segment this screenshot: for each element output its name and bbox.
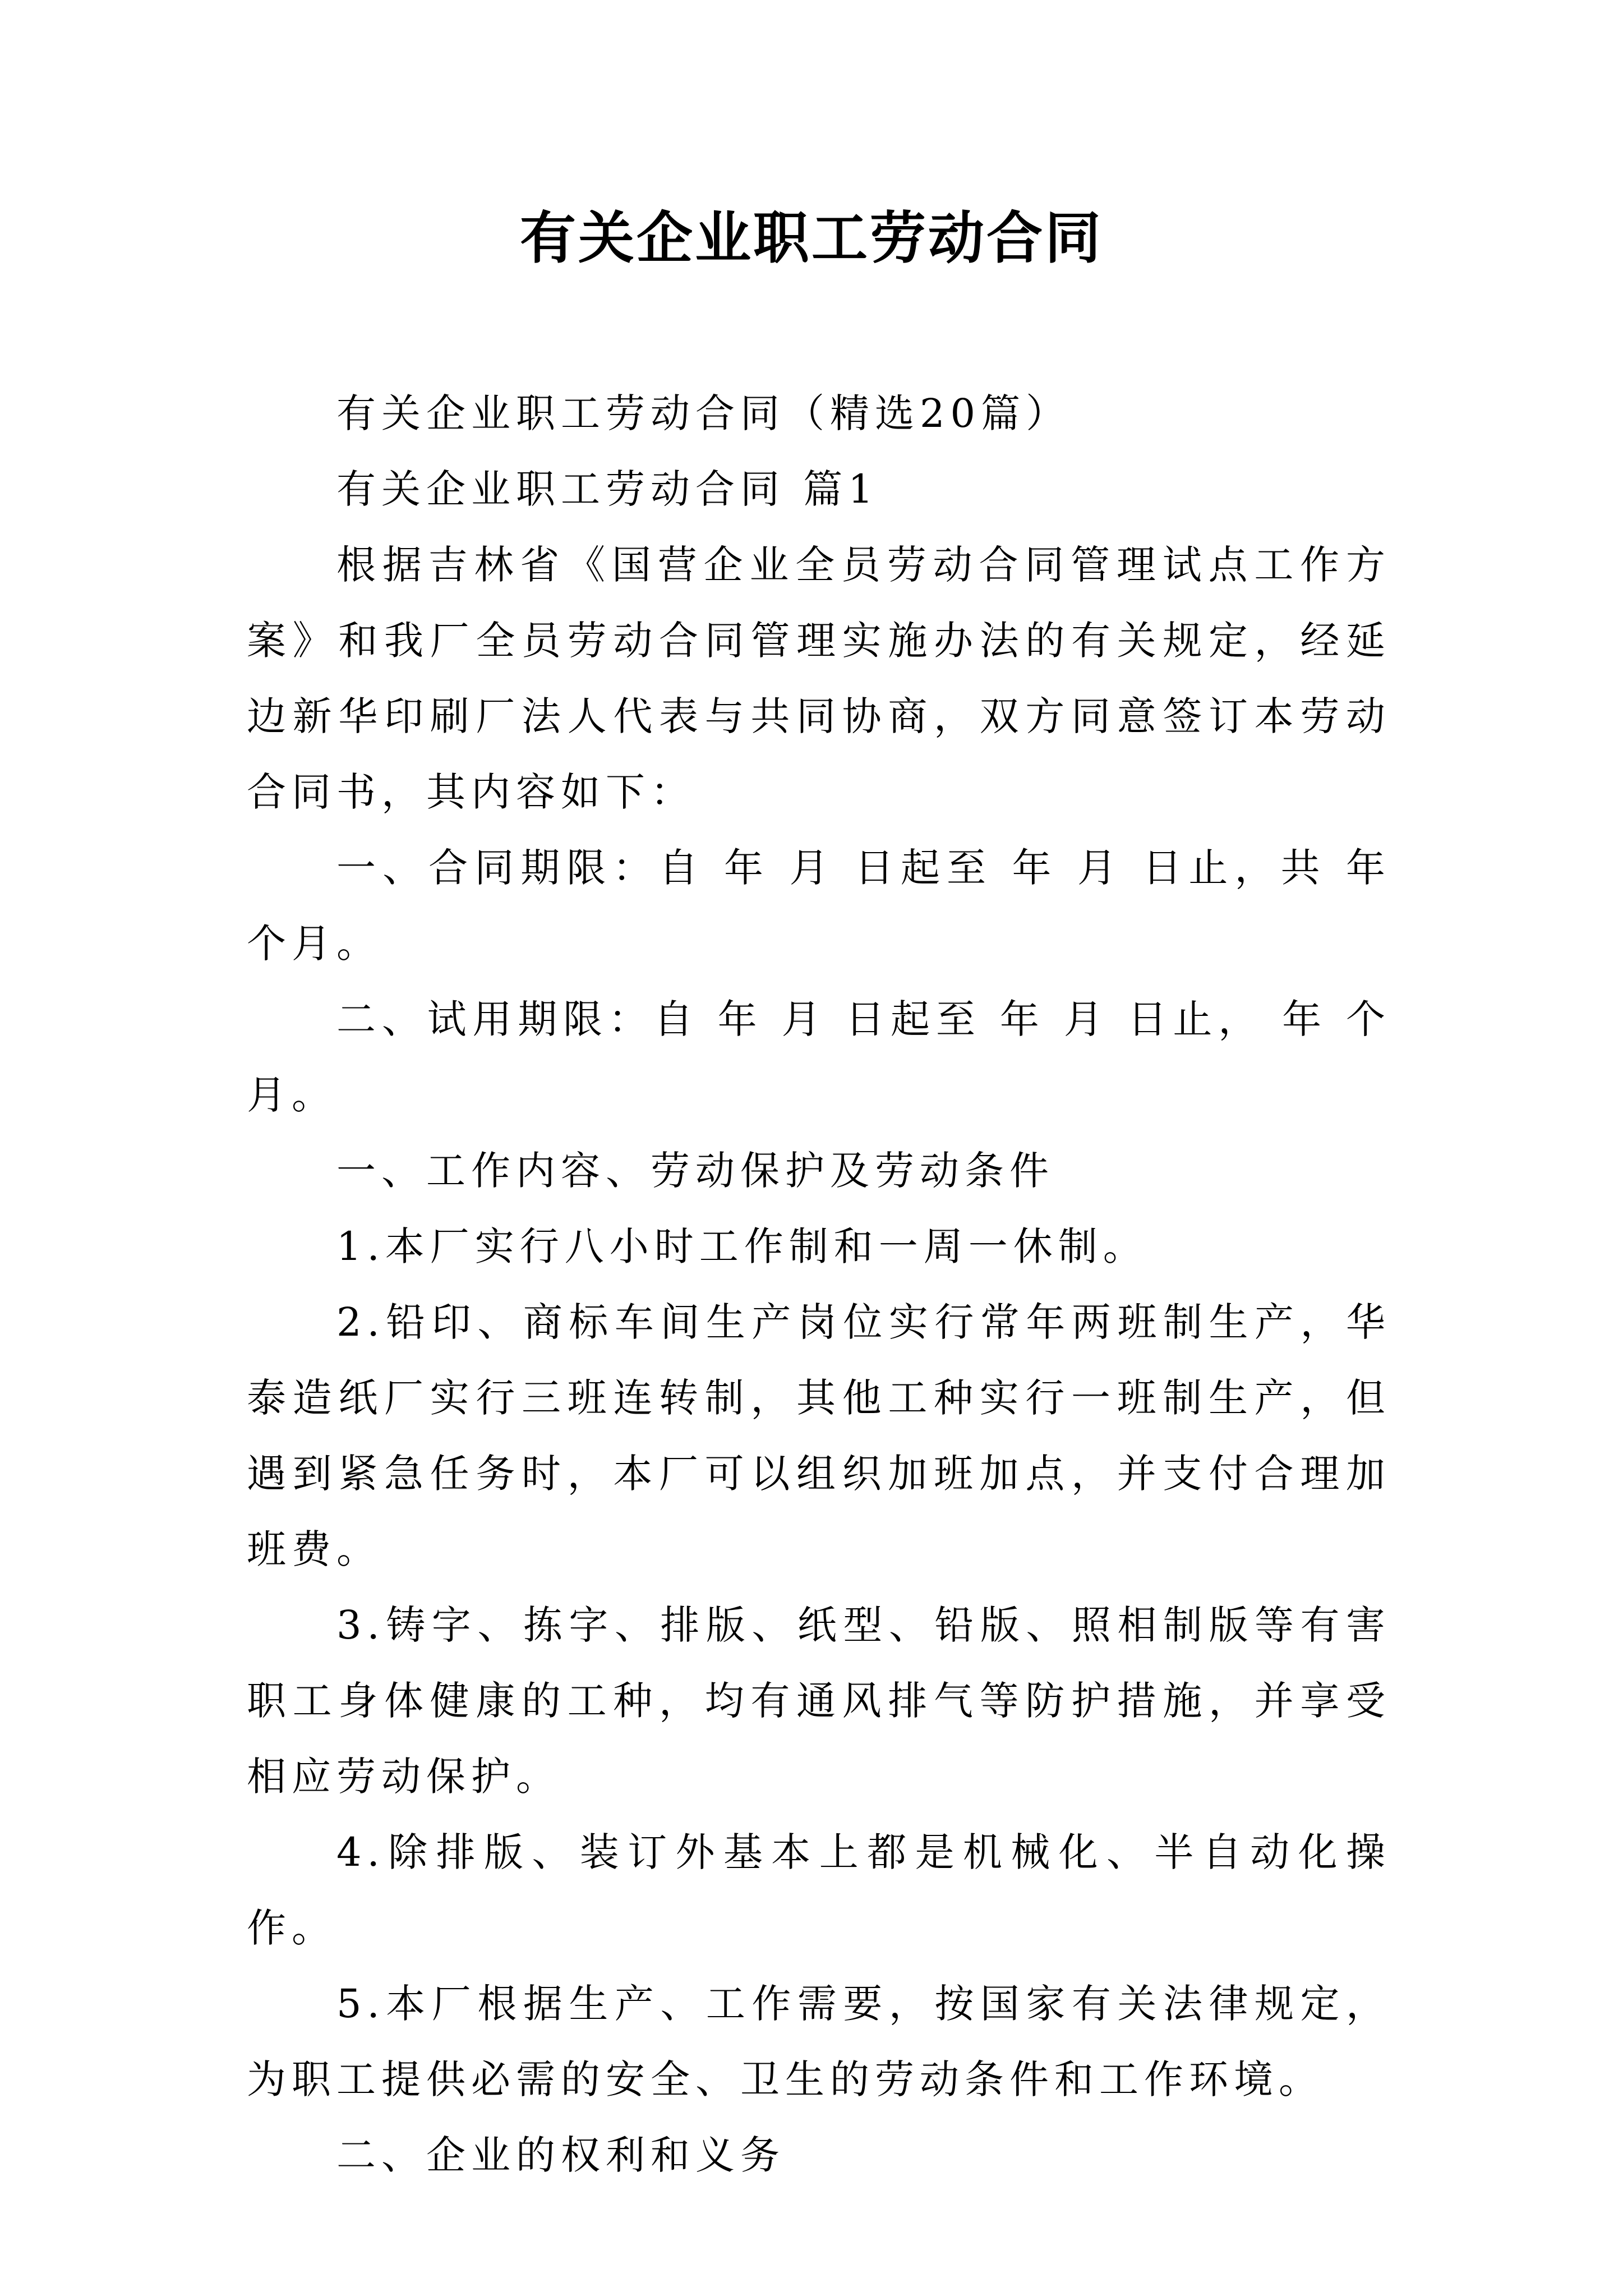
list-item: 2.铅印、商标车间生产岗位实行常年两班制生产，华泰造纸厂实行三班连转制，其他工种实行一班制生产，但遇到紧急任务时，本厂可以组织加班加点，并支付合理加班费。	[247, 1299, 1391, 1572]
subtitle-paragraph: 有关企业职工劳动合同（精选20篇）	[336, 390, 1071, 436]
section-heading: 有关企业职工劳动合同 篇1	[336, 466, 879, 512]
document-title: 有关企业职工劳动合同	[520, 205, 1103, 271]
document-body	[247, 376, 1391, 2193]
list-item: 4.除排版、装订外基本上都是机械化、半自动化操作。	[247, 1829, 1391, 1951]
body-paragraph: 二、试用期限：自 年 月 日起至 年 月 日止， 年 个月。	[247, 996, 1391, 1118]
list-item: 5.本厂根据生产、工作需要，按国家有关法律规定，为职工提供必需的安全、卫生的劳动条件和工作环境。	[247, 1981, 1391, 2102]
body-paragraph: 根据吉林省《国营企业全员劳动合同管理试点工作方案》和我厂全员劳动合同管理实施办法的有关规定，经延边新华印刷厂法人代表与共同协商，双方同意签订本劳动合同书，其内容如下：	[247, 542, 1391, 815]
body-paragraph: 一、合同期限：自 年 月 日起至 年 月 日止，共 年 个月。	[247, 845, 1391, 967]
section-heading: 二、企业的权利和义务	[336, 2132, 785, 2178]
section-heading: 一、工作内容、劳动保护及劳动条件	[336, 1148, 1054, 1194]
list-item: 3.铸字、拣字、排版、纸型、铅版、照相制版等有害职工身体健康的工种，均有通风排气等防护措施，并享受相应劳动保护。	[247, 1602, 1391, 1800]
list-item: 1.本厂实行八小时工作制和一周一休制。	[336, 1223, 1148, 1269]
